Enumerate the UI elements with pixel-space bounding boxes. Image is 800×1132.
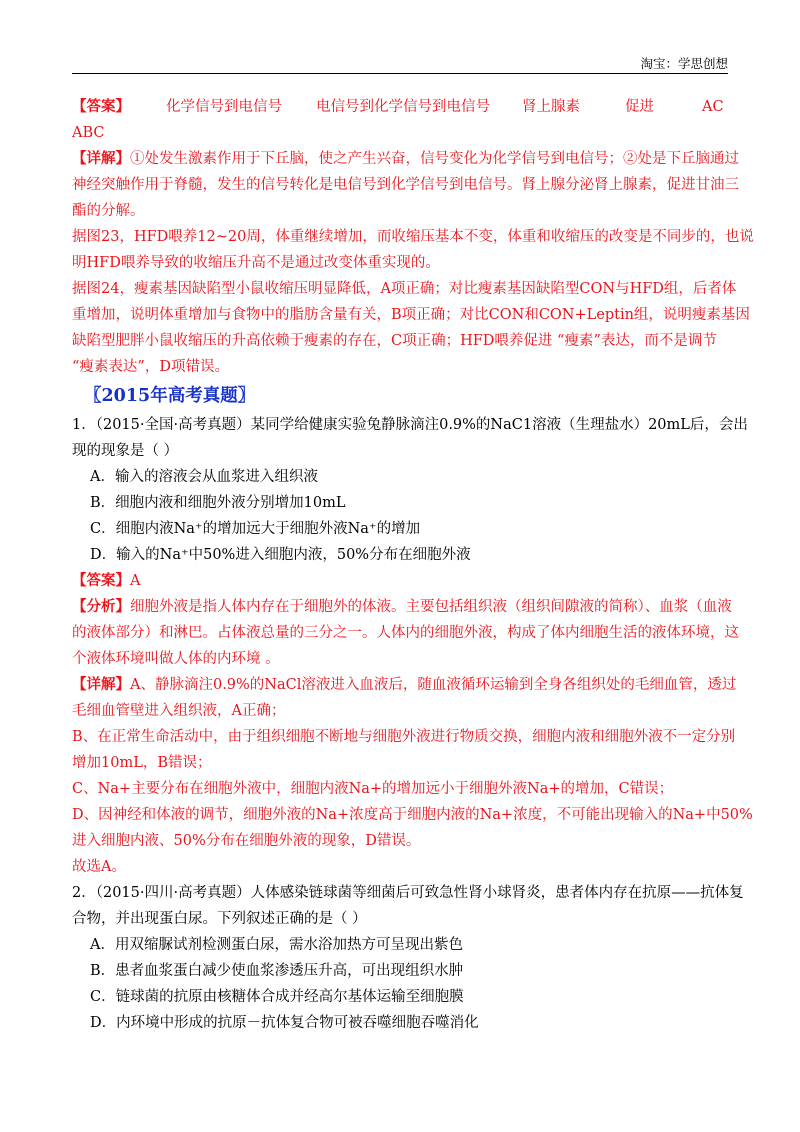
answer-blank-3: 肾上腺素 xyxy=(522,99,580,115)
q2-option-b: B．患者血浆蛋白减少使血浆渗透压升高，可出现组织水肿 xyxy=(90,963,464,979)
q1-option-c: C．细胞内液Na⁺的增加远大于细胞外液Na⁺的增加 xyxy=(90,521,421,537)
detail-text: 据图23，HFD喂养12~20周，体重继续增加，而收缩压基本不变，体重和收缩压的改变是不同步的，也说 xyxy=(72,229,754,245)
detail-text: 缺陷型肥胖小鼠收缩压的升高依赖于瘦素的存在，C项正确；HFD喂养促进 “瘦素”表达，而不是调节 xyxy=(72,333,717,349)
detail-text: 神经突触作用于脊髓，发生的信号转化是电信号到化学信号到电信号。肾上腺分泌肾上腺素，促进甘油三 xyxy=(72,177,739,193)
detail-text: 明HFD喂养导致的收缩压升高不是通过改变体重实现的。 xyxy=(72,255,440,271)
answer-blank-2: 电信号到化学信号到电信号 xyxy=(316,99,490,115)
answer-blank-5: AC xyxy=(702,99,724,115)
analysis-text: 的液体部分）和淋巴。占体液总量的三分之一。人体内的细胞外液，构成了体内细胞生活的液体环境，这 xyxy=(72,625,739,641)
q2-option-c: C．链球菌的抗原由核糖体合成并经高尔基体运输至细胞膜 xyxy=(90,989,464,1005)
q1-detail-line xyxy=(72,672,737,698)
answer-tag: 【答案】 xyxy=(72,98,130,115)
analysis-text: 个液体环境叫做人体的内环境 。 xyxy=(72,651,280,667)
q1-option-d: D．输入的Na⁺中50%进入细胞内液，50%分布在细胞外液 xyxy=(90,547,471,563)
analysis-text: 细胞外液是指人体内存在于细胞外的体液。主要包括组织液（组织间隙液的简称）、血浆（血液 xyxy=(130,599,732,615)
detail-text: A、静脉滴注0.9%的NaCl溶液进入血液后，随血液循环运输到全身各组织处的毛细血管，透过 xyxy=(130,677,737,693)
q1-option-b: B．细胞内液和细胞外液分别增加10mL xyxy=(90,495,346,511)
q1-option-a: A．输入的溶液会从血浆进入组织液 xyxy=(90,469,318,485)
q2-stem: 合物，并出现蛋白尿。下列叙述正确的是（ ） xyxy=(72,911,367,927)
answer-blank-1: 化学信号到电信号 xyxy=(166,99,282,115)
analysis-tag: 【分析】 xyxy=(72,598,130,615)
prev-detail-line xyxy=(72,146,739,172)
detail-text: 据图24，瘦素基因缺陷型小鼠收缩压明显降低，A项正确；对比瘦素基因缺陷型CON与HFD组，后者体 xyxy=(72,281,737,297)
detail-text: ①处发生激素作用于下丘脑，使之产生兴奋，信号变化为化学信号到电信号；②处是下丘脑通过 xyxy=(130,151,739,167)
detail-text: 酯的分解。 xyxy=(72,203,145,219)
section-title: 〖2015年高考真题〗 xyxy=(84,386,256,406)
answer-blank-4: 促进 xyxy=(625,99,654,115)
detail-text: C、Na+主要分布在细胞外液中，细胞内液Na+的增加远小于细胞外液Na+的增加，C错误； xyxy=(72,781,674,797)
q2-stem: 2．（2015·四川·高考真题）人体感染链球菌等细菌后可致急性肾小球肾炎，患者体内存在抗原——抗体复 xyxy=(72,885,744,901)
detail-text: “瘦素表达”，D项错误。 xyxy=(72,359,229,375)
detail-tag: 【详解】 xyxy=(72,150,130,167)
q1-stem: 现的现象是（ ） xyxy=(72,443,179,459)
q1-analysis-line xyxy=(72,594,732,620)
page-header: 淘宝：学思创想 xyxy=(640,56,728,71)
detail-text: 重增加，说明体重增加与食物中的脂肪含量有关，B项正确；对比CON和CON+Leptin组，说明瘦素基因 xyxy=(72,307,750,323)
detail-tag: 【详解】 xyxy=(72,676,130,693)
q1-answer: A xyxy=(130,573,141,589)
detail-text: D、因神经和体液的调节，细胞外液的Na+浓度高于细胞内液的Na+浓度，不可能出现输入的Na+中50% xyxy=(72,807,753,823)
answer-line-2: ABC xyxy=(72,125,105,141)
detail-text: 毛细血管壁进入组织液，A正确； xyxy=(72,703,286,719)
detail-text: B、在正常生命活动中，由于组织细胞不断地与细胞外液进行物质交换，细胞内液和细胞外液不一定分别 xyxy=(72,729,736,745)
q1-answer-line xyxy=(72,568,728,594)
detail-text: 增加10mL，B错误； xyxy=(72,755,212,771)
q1-stem: 1．（2015·全国·高考真题）某同学给健康实验兔静脉滴注0.9%的NaC1溶液（生理盐水）20mL后，会出 xyxy=(72,417,748,433)
page-content xyxy=(72,94,754,1036)
detail-text: 故选A。 xyxy=(72,859,126,875)
header-rule xyxy=(72,73,728,74)
prev-answer-line xyxy=(72,94,728,120)
detail-text: 进入细胞内液、50%分布在细胞外液的现象，D错误。 xyxy=(72,833,421,849)
answer-tag: 【答案】 xyxy=(72,572,130,589)
q2-option-a: A．用双缩脲试剂检测蛋白尿，需水浴加热方可呈现出紫色 xyxy=(90,937,463,953)
q2-option-d: D．内环境中形成的抗原－抗体复合物可被吞噬细胞吞噬消化 xyxy=(90,1015,479,1031)
